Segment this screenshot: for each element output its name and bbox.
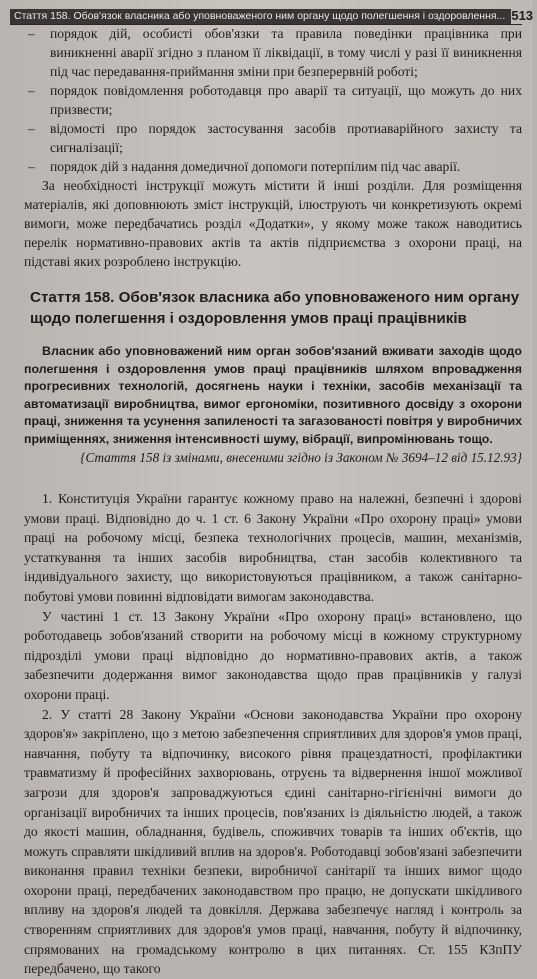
bullet-item: – порядок повідомлення роботодавця про аварії та ситуації, що можуть до них призвести; bbox=[24, 81, 522, 119]
page-content bbox=[24, 24, 522, 979]
intro-paragraph: За необхідності інструкції можуть містити й інші розділи. Для розміщення матеріалів, які доповнюють зміст інструкцій, ілюструють чи конкретизують окремі вимоги, може передбачатись розділ «Додатки», у якому може також наводитись перелік нормативно-правових актів та актів підприємства з охорони праці, на підставі яких розроблено інструкцію. bbox=[24, 178, 522, 269]
article-title: Стаття 158. Обов'язок власника або уповноваженого ним органу щодо полегшення і оздоровлення умов праці працівників bbox=[30, 289, 520, 327]
running-head: Стаття 158. Обов'язок власника або уповноваженого ним органу щодо полегшення і оздоровлення... bbox=[10, 9, 511, 24]
commentary bbox=[24, 489, 522, 979]
page-header bbox=[10, 6, 534, 25]
article-body: Власник або уповноважений ним орган зобов'язаний вживати заходів щодо полегшення і оздоровлення умов праці працівників шляхом впровадження прогресивних технологій, досягнень науки і техніки, засобів механізації та автоматизації виробництва, вимог ергономіки, позитивного досвіду з охорони праці, зниження та усунення запиленості та загазованості повітря у виробничих приміщеннях, зниження інтенсивності шуму, вібрації, випромінювань тощо. bbox=[24, 344, 522, 446]
bullet-item: – порядок дій з надання домедичної допомоги потерпілим під час аварії. bbox=[24, 157, 522, 176]
commentary-paragraph: 2. У статті 28 Закону України «Основи законодавства України про охорону здоров'я» закріплено, що з метою забезпечення сприятливих для здоров'я умов праці, навчання, побуту та відпочинку, високого рівня працездатності, профілактики травматизму й професійних захворювань, отруєнь та відвернення іншої можливої загрози для здоров'я запроваджуються єдині санітарно-гігієнічні вимоги до організації виробничих та інших процесів, пов'язаних із діяльністю людей, а також до якості машин, обладнання, будівель, споживчих товарів та інших об'єктів, що можуть справляти шкідливий вплив на здоров'я. Роботодавці зобов'язані забезпечити виконання правил техніки безпеки, виробничої санітарії та інших вимог щодо охорони праці, передбачених законодавством про працю, не допускати шкідливого впливу на здоров'я людей та довкілля. Держава забезпечує нагляд і контроль за створенням сприятливих для здоров'я умов праці, навчання, побуту й відпочинку, спрямованих на громадському контролю в цих питаннях. Ст. 155 КЗпПУ передбачено, що такого bbox=[24, 706, 522, 977]
bullet-item: – порядок дій, особисті обов'язки та правила поведінки працівника при виникненні аварії згідно з планом її ліквідації, в тому числі у разі її виникнення під час передавання-приймання зміни при безперервній роботі; bbox=[24, 24, 522, 81]
commentary-paragraph: 1. Конституція України гарантує кожному право на належні, безпечні і здорові умови праці. Відповідно до ч. 1 ст. 6 Закону України «Про охорону праці» умови праці на робочому місці, безпека технологічних процесів, машин, механізмів, устаткування та інших засобів виробництва, стан засобів колективного та індивідуального захисту, що використовуються працівником, а також санітарно-побутові умови повинні відповідати вимогам законодавства. bbox=[24, 491, 522, 604]
page-number: 513 bbox=[511, 8, 534, 23]
amendment-note: {Стаття 158 із змінами, внесеними згідно із Законом № 3694–12 від 15.12.93} bbox=[80, 450, 522, 465]
bullet-item: – відомості про порядок застосування засобів протиаварійного захисту та сигналізації; bbox=[24, 119, 522, 157]
bullet-list bbox=[24, 24, 522, 176]
commentary-paragraph: У частині 1 ст. 13 Закону України «Про охорону праці» встановлено, що роботодавець зобов'язаний створити на робочому місці в кожному структурному підрозділі умови праці відповідно до нормативно-правових актів, а також забезпечити додержання вимог законодавства щодо прав працівників у галузі охорони праці. bbox=[24, 608, 522, 702]
